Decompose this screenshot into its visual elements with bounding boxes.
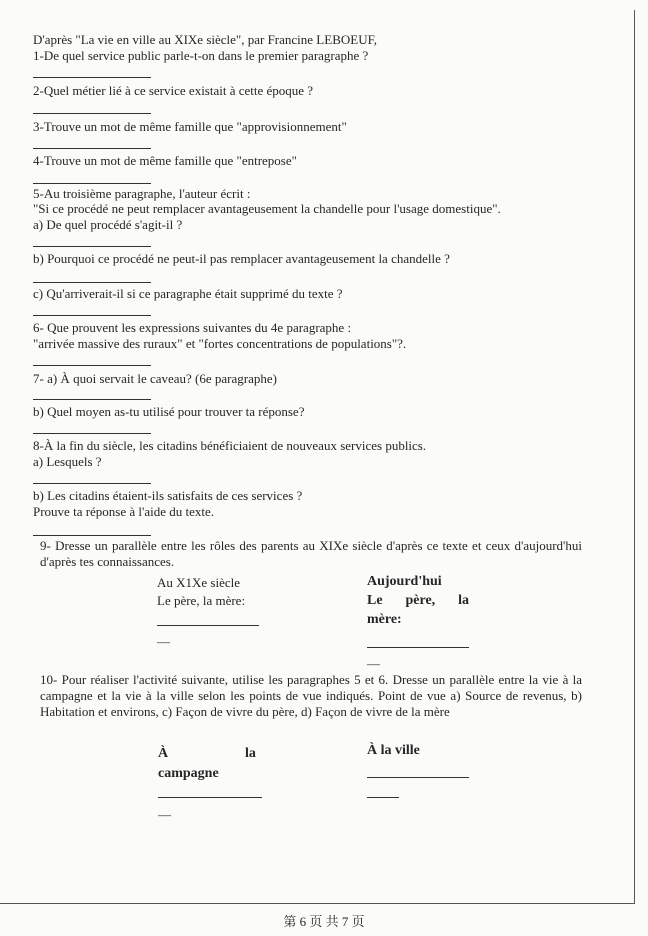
question-6-line1: 6- Que prouvent les expressions suivantes du 4e paragraphe : — [33, 320, 352, 335]
dash: — — [158, 807, 171, 822]
question-5a: a) De quel procédé s'agit-il ? — [33, 217, 183, 232]
answer-line[interactable] — [158, 797, 262, 798]
question-3: 3-Trouve un mot de même famille que "approvisionnement" — [33, 119, 347, 134]
answer-line[interactable] — [157, 625, 259, 626]
answer-line[interactable] — [33, 113, 151, 114]
question-1: 1-De quel service public parle-t-on dans le premier paragraphe ? — [33, 48, 369, 63]
dash: — — [367, 656, 380, 671]
answer-line[interactable] — [33, 148, 151, 149]
answer-line[interactable] — [33, 246, 151, 247]
question-8b-prove: Prouve ta réponse à l'aide du texte. — [33, 504, 215, 519]
page-footer: 第 6 页 共 7 页 — [283, 914, 365, 929]
question-9: 9- Dresse un parallèle entre les rôles des parents au XIXe siècle d'après ce texte et ceux d'aujourd'hui d'après tes connaissances. — [40, 538, 582, 569]
answer-line[interactable] — [367, 647, 469, 648]
answer-line[interactable] — [33, 483, 151, 484]
source-header: D'après "La vie en ville au XIXe siècle", par Francine LEBOEUF, — [33, 32, 378, 47]
q9-right-subtitle-2: mère: — [367, 612, 402, 627]
answer-line[interactable] — [33, 433, 151, 434]
question-5-quote: "Si ce procédé ne peut remplacer avantageusement la chandelle pour l'usage domestique". — [33, 201, 501, 216]
q10-left-title-b: la — [245, 746, 256, 761]
answer-line[interactable] — [33, 282, 151, 283]
answer-line[interactable] — [33, 535, 151, 536]
page-border-right — [634, 10, 635, 904]
question-4: 4-Trouve un mot de même famille que "entrepose" — [33, 153, 297, 168]
question-5-intro: 5-Au troisième paragraphe, l'auteur écrit : — [33, 186, 251, 201]
question-8-intro: 8-À la fin du siècle, les citadins bénéficiaient de nouveaux services publics. — [33, 438, 427, 453]
answer-line[interactable] — [33, 365, 151, 366]
answer-line[interactable] — [367, 777, 469, 778]
answer-line-short[interactable] — [367, 797, 399, 798]
q9-right-subtitle: Le père, la — [367, 593, 469, 608]
question-5c: c) Qu'arriverait-il si ce paragraphe était supprimé du texte ? — [33, 286, 343, 301]
q9-left-title: Au X1Xe siècle — [157, 575, 241, 590]
answer-line[interactable] — [33, 315, 151, 316]
answer-line[interactable] — [33, 399, 151, 400]
q9-right-title: Aujourd'hui — [367, 574, 442, 589]
question-10: 10- Pour réaliser l'activité suivante, utilise les paragraphes 5 et 6. Dresse un parallèle entre la vie à la campagne et la vie à la ville selon les points de vue indiqués. Point de vue a) Source de revenus, b) Habitation et environs, c) Façon de vivre du père, d) Façon de vivre de la mère — [40, 672, 582, 719]
answer-line[interactable] — [33, 183, 151, 184]
dash: — — [157, 634, 170, 649]
question-8b: b) Les citadins étaient-ils satisfaits de ces services ? — [33, 488, 303, 503]
q10-left-title-a: À — [158, 746, 169, 761]
page-border-bottom — [0, 903, 635, 904]
q10-left-title-c: campagne — [158, 766, 219, 781]
question-5b: b) Pourquoi ce procédé ne peut-il pas remplacer avantageusement la chandelle ? — [33, 251, 450, 266]
question-2: 2-Quel métier lié à ce service existait à cette époque ? — [33, 83, 314, 98]
question-7a: 7- a) À quoi servait le caveau? (6e paragraphe) — [33, 371, 277, 386]
q10-right-title: À la ville — [367, 743, 420, 758]
answer-line[interactable] — [33, 77, 151, 78]
question-7b: b) Quel moyen as-tu utilisé pour trouver ta réponse? — [33, 404, 305, 419]
question-8a: a) Lesquels ? — [33, 454, 102, 469]
question-6-line2: "arrivée massive des ruraux" et "fortes concentrations de populations"?. — [33, 336, 407, 351]
q9-left-subtitle: Le père, la mère: — [157, 593, 246, 608]
